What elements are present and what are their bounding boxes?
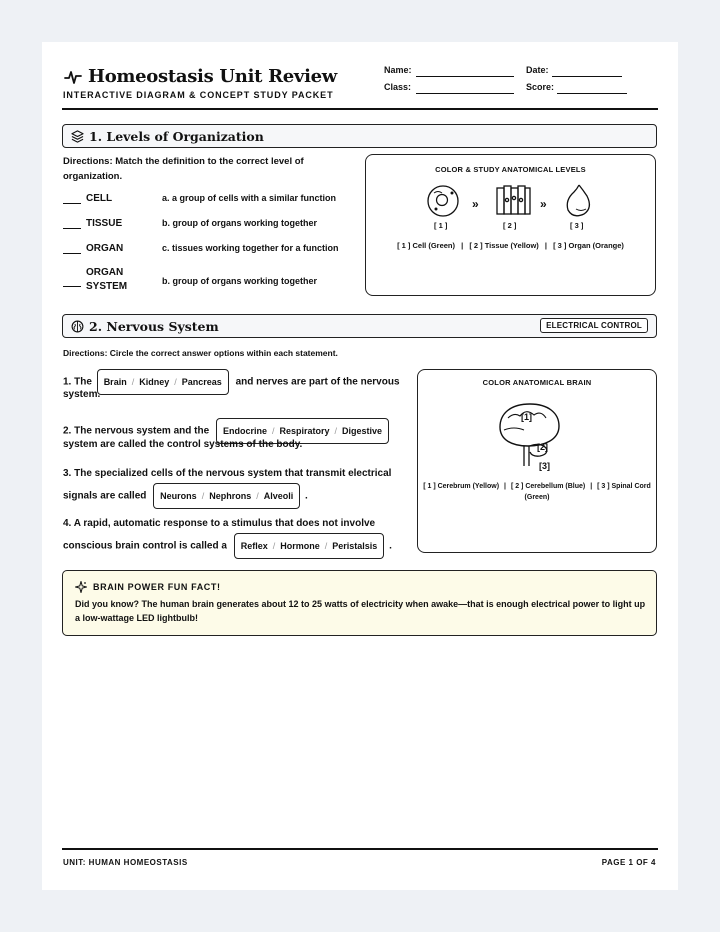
footer-page: PAGE 1 OF 4 [601, 858, 656, 867]
legend-cerebrum: [ 1 ] Cerebrum (Yellow) [423, 483, 500, 490]
question-3-choices: Neurons / Nephrons / Alveoli [153, 483, 300, 509]
fun-fact-text-after: when awake—that is enough electrical power to light up a low-wattage LED lightbulb! [75, 599, 646, 623]
name-label: Name: [384, 65, 412, 75]
question-3-text: signals are called [63, 490, 147, 502]
option-hormone[interactable]: Hormone [280, 541, 320, 551]
footer-unit: UNIT: HUMAN HOMEOSTASIS [63, 858, 188, 867]
anatomical-levels-panel-title: COLOR & STUDY ANATOMICAL LEVELS [435, 165, 586, 174]
option-brain[interactable]: Brain [103, 377, 127, 387]
question-3-period: . [305, 490, 308, 502]
level-label-2: [ 2 ] [503, 221, 517, 230]
option-reflex[interactable]: Reflex [240, 541, 268, 551]
brain-legend: [ 1 ] Cerebrum (Yellow) | [ 2 ] Cerebellum (Blue) | [ 3 ] Spinal Cord (Green) [423, 483, 651, 501]
organ-drawing [567, 185, 589, 216]
fun-fact-header [75, 581, 221, 593]
match-blank-4[interactable] [63, 286, 81, 287]
question-1-continued: system. [63, 389, 101, 400]
question-4: 4. A rapid, automatic response to a stimulus that does not involve [63, 518, 376, 529]
question-1 [63, 369, 403, 395]
option-peristalsis[interactable]: Peristalsis [332, 541, 378, 551]
sparkle-icon [75, 581, 87, 593]
brain-label-2: [2] [537, 442, 548, 452]
class-field[interactable] [416, 93, 514, 94]
class-label: Class: [384, 82, 412, 92]
legend-tissue: [ 2 ] Tissue (Yellow) [469, 241, 539, 250]
anatomical-brain-panel [417, 369, 657, 553]
question-3-continued [63, 483, 403, 509]
footer-divider [62, 848, 658, 850]
page-title: Homeostasis Unit Review [88, 66, 337, 87]
term-cell: CELL [86, 193, 113, 204]
term-tissue: TISSUE [86, 218, 123, 229]
legend-cerebellum: [ 2 ] Cerebellum (Blue) [510, 483, 586, 490]
legend-organ: [ 3 ] Organ (Orange) [553, 241, 624, 250]
definition-a: a. a group of cells with a similar function [162, 193, 337, 203]
fun-fact-box [62, 570, 657, 636]
match-blank-2[interactable] [63, 228, 81, 229]
question-1-text-after: and nerves are part of the nervous [235, 376, 400, 388]
cell-drawing [428, 186, 458, 216]
question-1-text: 1. The [63, 376, 92, 388]
option-nephrons[interactable]: Nephrons [209, 491, 252, 501]
layers-icon [71, 130, 84, 143]
option-endocrine[interactable]: Endocrine [222, 426, 267, 436]
name-field[interactable] [416, 76, 514, 77]
page-subtitle: INTERACTIVE DIAGRAM & CONCEPT STUDY PACKET [63, 90, 334, 100]
score-field[interactable] [557, 93, 627, 94]
arrow-1: » [472, 197, 479, 211]
option-kidney[interactable]: Kidney [139, 377, 170, 387]
question-4-choices: Reflex / Hormone / Peristalsis [234, 533, 385, 559]
anatomical-brain-panel-title: COLOR ANATOMICAL BRAIN [482, 378, 592, 387]
levels-diagram [426, 181, 596, 221]
option-digestive[interactable]: Digestive [342, 426, 383, 436]
section-nervous-directions: Directions: Circle the correct answer options within each statement. [63, 348, 338, 358]
question-2-continued: system are called the control systems of the body. [63, 439, 303, 450]
question-4-text: conscious brain control is called a [63, 540, 227, 552]
header-divider [62, 108, 658, 110]
section-levels-title: 1. Levels of Organization [89, 128, 264, 144]
brain-icon [71, 320, 84, 333]
question-4-continued [63, 533, 403, 559]
pulse-icon [64, 69, 82, 85]
score-label: Score: [526, 82, 555, 92]
legend-spinal-cord: [ 3 ] Spinal Cord (Green) [524, 483, 651, 501]
anatomical-levels-panel [365, 154, 656, 296]
definition-d: b. group of organs working together [162, 276, 317, 286]
brain-label-1: [1] [521, 412, 532, 422]
term-organ: ORGAN [86, 243, 124, 254]
section-nervous-header [62, 314, 657, 338]
level-label-1: [ 1 ] [434, 221, 448, 230]
option-pancreas[interactable]: Pancreas [181, 377, 222, 387]
legend-cell: [ 1 ] Cell (Green) [397, 241, 456, 250]
brain-label-3: [3] [539, 461, 550, 471]
fun-fact-body [75, 598, 650, 625]
brain-diagram [496, 400, 566, 472]
date-field[interactable] [552, 76, 622, 77]
definition-b: b. group of organs working together [162, 218, 317, 228]
definition-c: c. tissues working together for a function [162, 243, 339, 253]
term-organ-system: ORGAN SYSTEM [86, 267, 128, 292]
worksheet-page [42, 42, 678, 890]
question-3: 3. The specialized cells of the nervous system that transmit electrical [63, 468, 392, 479]
level-label-3: [ 3 ] [570, 221, 584, 230]
section-levels-header [62, 124, 657, 148]
fun-fact-text: Did you know? The human brain generates about [75, 599, 287, 609]
option-respiratory[interactable]: Respiratory [279, 426, 330, 436]
fun-fact-highlight: 12 to 25 watts of electricity [288, 599, 404, 609]
electrical-control-badge: ELECTRICAL CONTROL [540, 318, 648, 333]
question-1-choices: Brain / Kidney / Pancreas [97, 369, 229, 395]
match-blank-1[interactable] [63, 203, 81, 204]
title-row [64, 66, 337, 87]
fun-fact-title: BRAIN POWER FUN FACT! [93, 582, 221, 592]
date-label: Date: [526, 65, 549, 75]
arrow-2: » [540, 197, 547, 211]
tissue-drawing [497, 186, 530, 214]
section-nervous-title: 2. Nervous System [89, 318, 219, 334]
option-neurons[interactable]: Neurons [160, 491, 197, 501]
question-2-text: 2. The nervous system and the [63, 425, 210, 437]
question-2-choices: Endocrine / Respiratory / Digestive [216, 418, 389, 444]
match-blank-3[interactable] [63, 253, 81, 254]
question-4-period: . [389, 540, 392, 552]
levels-legend: [ 1 ] Cell (Green) | [ 2 ] Tissue (Yellow) | [ 3 ] Organ (Orange) [397, 241, 624, 250]
section-levels-directions: Directions: Match the definition to the correct level of organization. [63, 156, 304, 182]
option-alveoli[interactable]: Alveoli [263, 491, 294, 501]
